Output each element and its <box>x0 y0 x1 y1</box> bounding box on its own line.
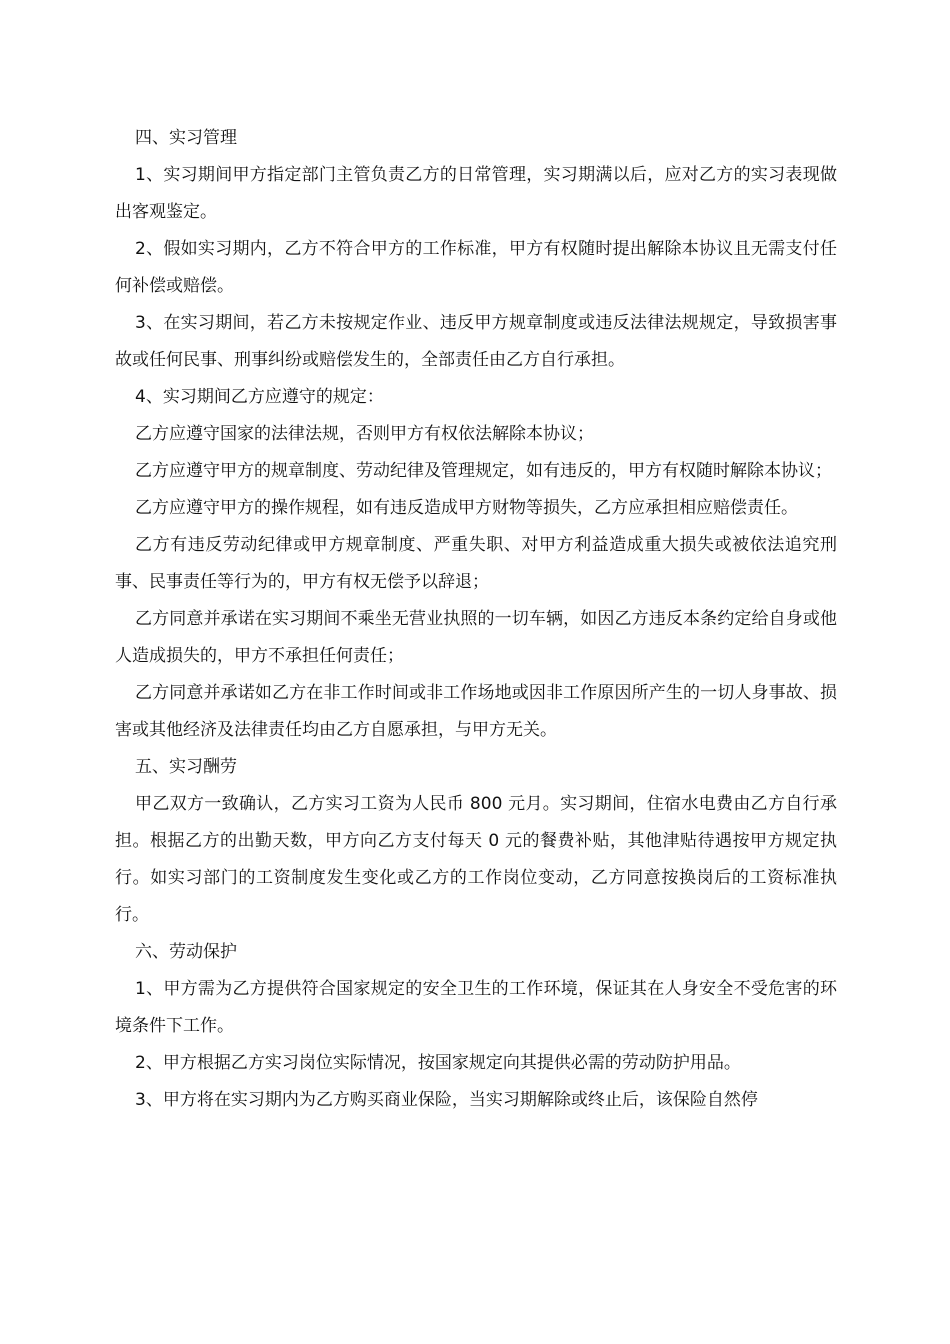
section-heading-internship-management: 四、实习管理 <box>135 128 237 148</box>
section-heading-internship-pay: 五、实习酬劳 <box>135 757 237 777</box>
protection-paragraph-1: 1、甲方需为乙方提供符合国家规定的安全卫生的工作环境，保证其在人身安全不受危害的环境条件下工作。 <box>115 979 837 1036</box>
rule-paragraph-2: 乙方应遵守甲方的规章制度、劳动纪律及管理规定，如有违反的，甲方有权随时解除本协议； <box>135 461 832 481</box>
paragraph-item-2: 2、假如实习期内，乙方不符合甲方的工作标准，甲方有权随时提出解除本协议且无需支付任何补偿或赔偿。 <box>115 239 837 296</box>
rule-paragraph-6: 乙方同意并承诺如乙方在非工作时间或非工作场地或因非工作原因所产生的一切人身事故、损害或其他经济及法律责任均由乙方自愿承担，与甲方无关。 <box>115 683 837 740</box>
pay-paragraph: 甲乙双方一致确认，乙方实习工资为人民币 800 元月。实习期间，住宿水电费由乙方自行承担。根据乙方的出勤天数，甲方向乙方支付每天 0 元的餐费补贴，其他津贴待遇按甲方规定执行。如实习部门的工资制度发生变化或乙方的工作岗位变动，乙方同意按换岗后的工资标准执行。 <box>115 794 837 925</box>
paragraph-item-4: 4、实习期间乙方应遵守的规定： <box>135 387 384 407</box>
section-heading-labor-protection: 六、劳动保护 <box>135 942 237 962</box>
paragraph-item-1: 1、实习期间甲方指定部门主管负责乙方的日常管理，实习期满以后，应对乙方的实习表现做出客观鉴定。 <box>115 165 837 222</box>
rule-paragraph-4: 乙方有违反劳动纪律或甲方规章制度、严重失职、对甲方利益造成重大损失或被依法追究刑事、民事责任等行为的，甲方有权无偿予以辞退； <box>115 535 837 592</box>
rule-paragraph-1: 乙方应遵守国家的法律法规，否则甲方有权依法解除本协议； <box>135 424 594 444</box>
document-body <box>115 120 837 1119</box>
rule-paragraph-3: 乙方应遵守甲方的操作规程，如有违反造成甲方财物等损失，乙方应承担相应赔偿责任。 <box>135 498 798 518</box>
protection-paragraph-2: 2、甲方根据乙方实习岗位实际情况，按国家规定向其提供必需的劳动防护用品。 <box>135 1053 741 1073</box>
rule-paragraph-5: 乙方同意并承诺在实习期间不乘坐无营业执照的一切车辆，如因乙方违反本条约定给自身或他人造成损失的，甲方不承担任何责任； <box>115 609 837 666</box>
protection-paragraph-3: 3、甲方将在实习期内为乙方购买商业保险，当实习期解除或终止后，该保险自然停 <box>135 1090 758 1110</box>
paragraph-item-3: 3、在实习期间，若乙方未按规定作业、违反甲方规章制度或违反法律法规规定，导致损害事故或任何民事、刑事纠纷或赔偿发生的，全部责任由乙方自行承担。 <box>115 313 837 370</box>
